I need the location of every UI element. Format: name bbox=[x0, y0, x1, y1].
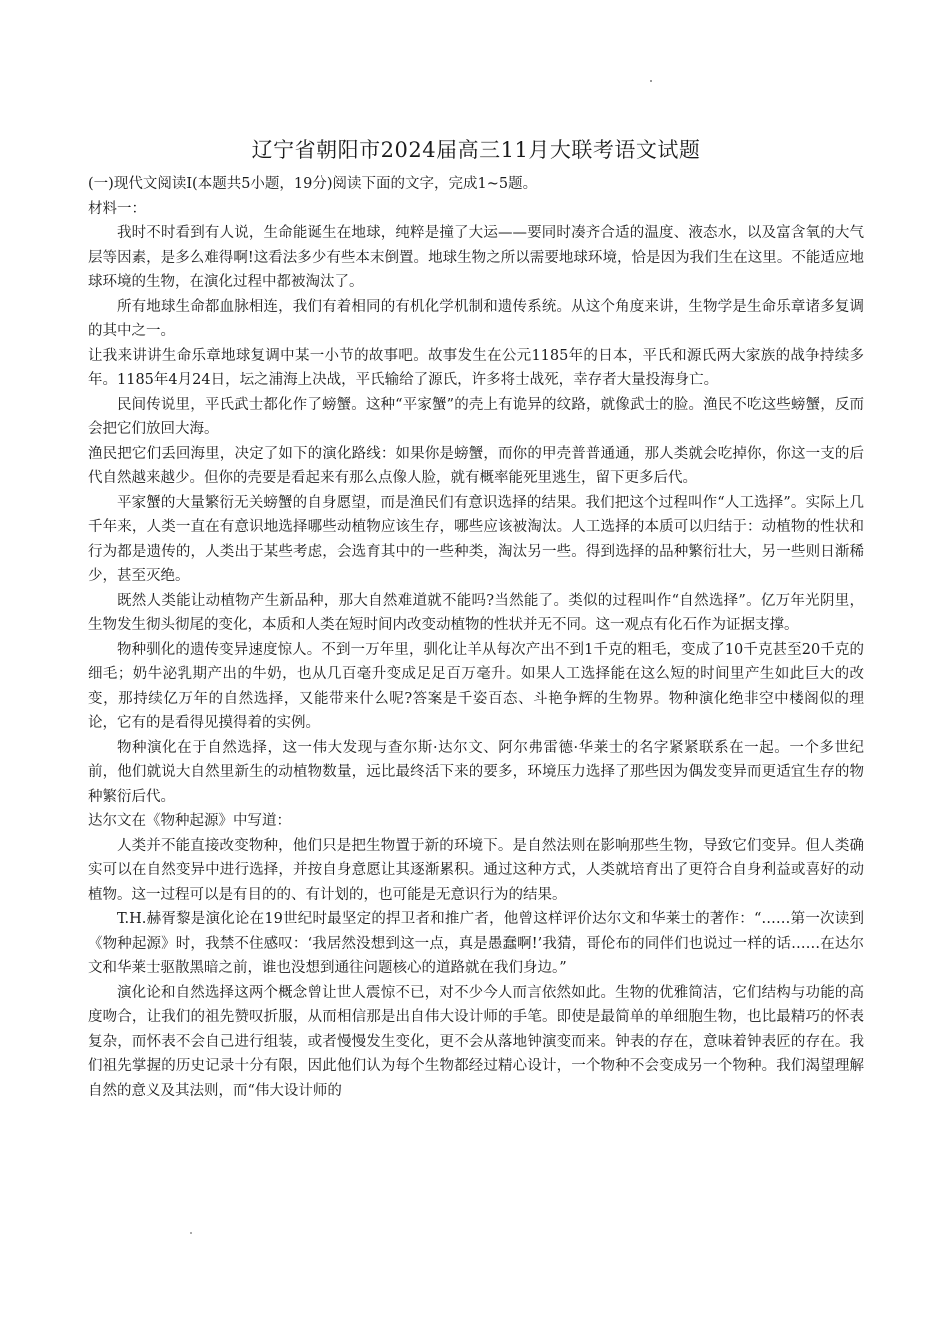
paragraph: 平家蟹的大量繁衍无关螃蟹的自身愿望，而是渔民们有意识选择的结果。我们把这个过程叫作“人工选择”。实际上几千年来，人类一直在有意识地选择哪些动植物应该生存，哪些应该被淘汰。人工选择的本质可以归结于：动植物的性状和行为都是遗传的，人类出于某些考虑，会选育其中的一些种类，淘汰另一些。得到选择的品种繁衍壮大，另一些则日渐稀少，甚至灭绝。 bbox=[88, 494, 864, 584]
paragraph: 民间传说里，平氏武士都化作了螃蟹。这种“平家蟹”的壳上有诡异的纹路，就像武士的脸。渔民不吃这些螃蟹，反而会把它们放回大海。 bbox=[88, 396, 864, 437]
scan-speck bbox=[650, 80, 652, 82]
material-label: 材料一： bbox=[88, 200, 146, 217]
scan-speck bbox=[190, 1232, 192, 1234]
quote-paragraph: 人类并不能直接改变物种，他们只是把生物置于新的环境下。是自然法则在影响那些生物，导致它们变异。但人类确实可以在自然变异中进行选择，并按自身意愿让其逐渐累积。通过这种方式，人类就培育出了更符合自身利益或喜好的动植物。这一过程可以是有目的的、有计划的，也可能是无意识行为的结果。 bbox=[88, 837, 864, 903]
page-title: 辽宁省朝阳市2024届高三11月大联考语文试题 bbox=[251, 138, 701, 162]
paragraph: 既然人类能让动植物产生新品种，那大自然难道就不能吗?当然能了。类似的过程叫作“自然选择”。亿万年光阴里，生物发生彻头彻尾的变化，本质和人类在短时间内改变动植物的性状并无不同。这一观点有化石作为证据支撑。 bbox=[88, 592, 864, 633]
paragraph: 达尔文在《物种起源》中写道： bbox=[88, 813, 291, 829]
paragraph: 演化论和自然选择这两个概念曾让世人震惊不已，对不少今人而言依然如此。生物的优雅简洁，它们结构与功能的高度吻合，让我们的祖先赞叹折服，从而相信那是出自伟大设计师的手笔。即使是最简单的单细胞生物，也比最精巧的怀表复杂，而怀表不会自己进行组装，或者慢慢发生变化，更不会从落地钟演变而来。钟表的存在，意味着钟表匠的存在。我们祖先掌握的历史记录十分有限，因此他们认为每个生物都经过精心设计，一个物种不会变成另一个物种。我们渴望理解自然的意义及其法则，而“伟大设计师的 bbox=[88, 984, 864, 1099]
section-intro: (一)现代文阅读I(本题共5小题，19分)阅读下面的文字，完成1~5题。 bbox=[88, 176, 538, 192]
paragraph: 我时不时看到有人说，生命能诞生在地球，纯粹是撞了大运——要同时凑齐合适的温度、液态水，以及富含氧的大气层等因素，是多么难得啊!这看法多少有些本末倒置。地球生物之所以需要地球环境，恰是因为我们生在这里。不能适应地球环境的生物，在演化过程中都被淘汰了。 bbox=[88, 225, 864, 290]
paragraph: 物种演化在于自然选择，这一伟大发现与查尔斯·达尔文、阿尔弗雷德·华莱士的名字紧紧联系在一起。一个多世纪前，他们就说大自然里新生的动植物数量，远比最终活下来的要多，环境压力选择了那些因为偶发变异而更适宜生存的物种繁衍后代。 bbox=[88, 739, 864, 805]
document-page bbox=[88, 132, 864, 1103]
paragraph: 让我来讲讲生命乐章地球复调中某一小节的故事吧。故事发生在公元1185年的日本，平氏和源氏两大家族的战争持续多年。1185年4月24日，坛之浦海上决战，平氏输给了源氏，许多将士战死，幸存者大量投海身亡。 bbox=[88, 347, 864, 388]
paragraph: 渔民把它们丢回海里，决定了如下的演化路线：如果你是螃蟹，而你的甲壳普普通通，那人类就会吃掉你，你这一支的后代自然越来越少。但你的壳要是看起来有那么点像人脸，就有概率能死里逃生，留下更多后代。 bbox=[88, 445, 864, 486]
paragraph: T.H.赫胥黎是演化论在19世纪时最坚定的捍卫者和推广者，他曾这样评价达尔文和华莱士的著作：“……第一次读到《物种起源》时，我禁不住感叹：‘我居然没想到这一点，真是愚蠢啊!’我猜，哥伦布的同伴们也说过一样的话……在达尔文和华莱士驱散黑暗之前，谁也没想到通往问题核心的道路就在我们身边。” bbox=[88, 911, 864, 976]
paragraph: 物种驯化的遗传变异速度惊人。不到一万年里，驯化让羊从每次产出不到1千克的粗毛，变成了10千克甚至20千克的细毛；奶牛泌乳期产出的牛奶，也从几百毫升变成足足百万毫升。如果人工选择能在这么短的时间里产生如此巨大的改变，那持续亿万年的自然选择，又能带来什么呢?答案是千姿百态、斗艳争辉的生物界。物种演化绝非空中楼阁似的理论，它有的是看得见摸得着的实例。 bbox=[88, 641, 864, 731]
paragraph: 所有地球生命都血脉相连，我们有着相同的有机化学机制和遗传系统。从这个角度来讲，生物学是生命乐章诸多复调的其中之一。 bbox=[88, 298, 864, 339]
